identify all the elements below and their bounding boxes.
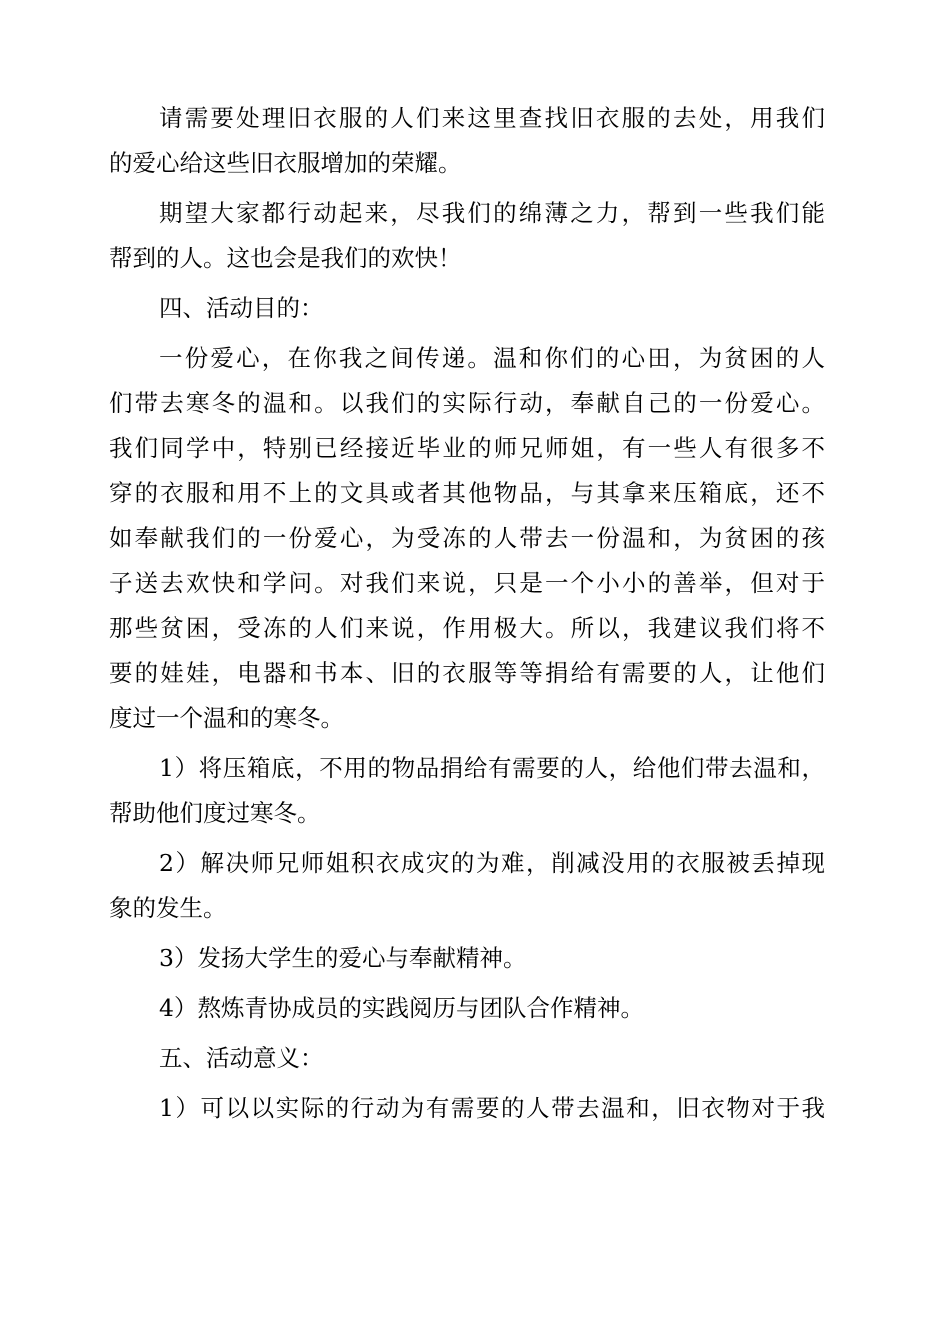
heading-text: 五、活动意义： xyxy=(159,1044,324,1072)
text-line: 1）可以以实际的行动为有需要的人带去温和，旧衣物对于我 xyxy=(159,1094,825,1122)
text-line: 我们同学中，特别已经接近毕业的师兄师姐，有一些人有很多不 xyxy=(109,434,825,462)
text-line: 要的娃娃，电器和书本、旧的衣服等等捐给有需要的人，让他们 xyxy=(109,659,825,687)
text-line: 帮到的人。这也会是我们的欢快！ xyxy=(109,244,462,272)
text-line: 3）发扬大学生的爱心与奉献精神。 xyxy=(159,944,527,972)
list-item-purpose-3 xyxy=(109,936,825,981)
paragraph-intro-hope xyxy=(109,191,825,281)
text-line: 度过一个温和的寒冬。 xyxy=(109,704,344,732)
text-line: 的爱心给这些旧衣服增加的荣耀。 xyxy=(109,149,462,177)
list-item-purpose-2 xyxy=(109,841,825,931)
text-line: 子送去欢快和学问。对我们来说，只是一个小小的善举，但对于 xyxy=(109,569,825,597)
paragraph-intro-request xyxy=(109,96,825,186)
paragraph-purpose-body xyxy=(109,336,825,741)
text-line: 期望大家都行动起来，尽我们的绵薄之力，帮到一些我们能 xyxy=(159,199,825,227)
text-line: 一份爱心，在你我之间传递。温和你们的心田，为贫困的人 xyxy=(159,344,825,372)
section-heading-meaning xyxy=(109,1036,825,1081)
text-line: 们带去寒冬的温和。以我们的实际行动，奉献自己的一份爱心。 xyxy=(109,389,825,417)
text-line: 象的发生。 xyxy=(109,894,227,922)
text-line: 请需要处理旧衣服的人们来这里查找旧衣服的去处，用我们 xyxy=(159,104,825,132)
list-item-meaning-1 xyxy=(109,1086,825,1131)
text-line: 帮助他们度过寒冬。 xyxy=(109,799,321,827)
text-line: 4）熬炼青协成员的实践阅历与团队合作精神。 xyxy=(159,994,644,1022)
text-line: 穿的衣服和用不上的文具或者其他物品，与其拿来压箱底，还不 xyxy=(109,479,825,507)
list-item-purpose-1 xyxy=(109,746,825,836)
heading-text: 四、活动目的： xyxy=(159,294,324,322)
text-line: 那些贫困，受冻的人们来说，作用极大。所以，我建议我们将不 xyxy=(109,614,825,642)
list-item-purpose-4 xyxy=(109,986,825,1031)
text-line: 如奉献我们的一份爱心，为受冻的人带去一份温和，为贫困的孩 xyxy=(109,524,825,552)
text-line: 1）将压箱底，不用的物品捐给有需要的人，给他们带去温和， xyxy=(159,754,825,782)
section-heading-purpose xyxy=(109,286,825,331)
text-line: 2）解决师兄师姐积衣成灾的为难，削减没用的衣服被丢掉现 xyxy=(159,849,825,877)
document-page xyxy=(109,96,825,1136)
